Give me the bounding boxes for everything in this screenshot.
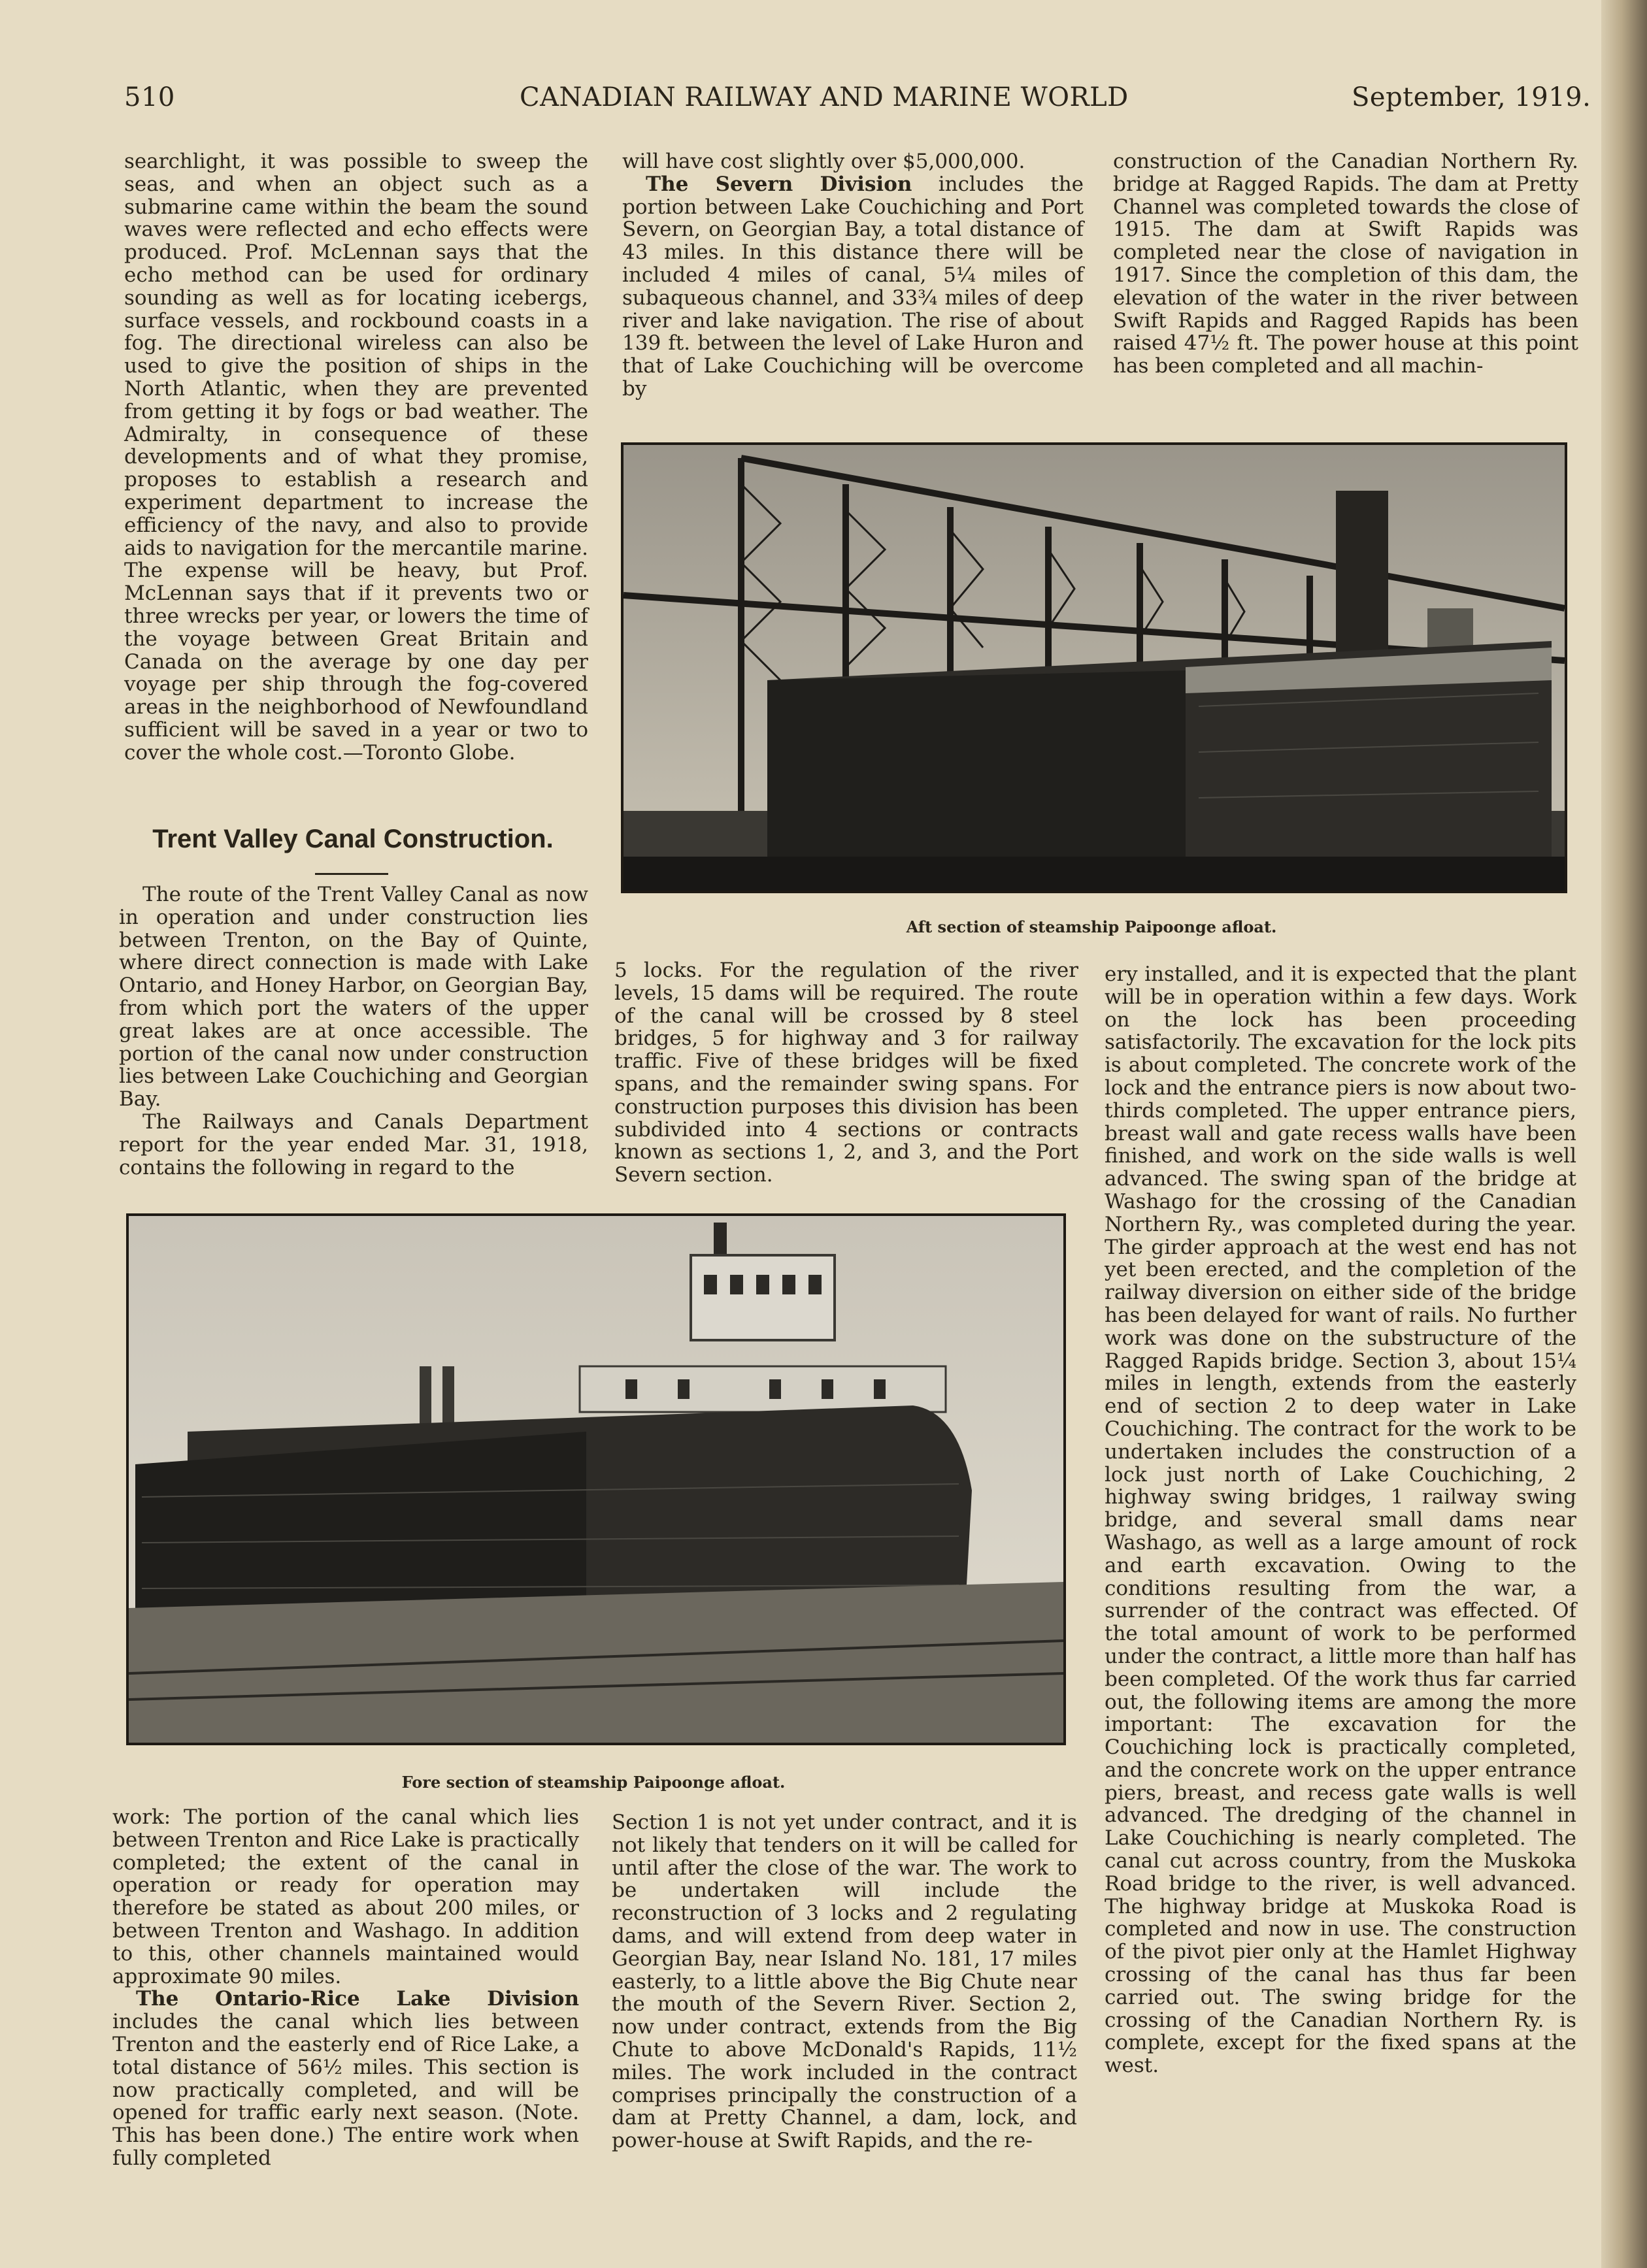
paragraph: The route of the Trent Valley Canal as now in operation and under construction lies between Trenton, on the Bay of Quinte, where direct connection is made with Lake Ontario, and Honey Harbor, on Georgian Bay, from which port the waters of the upper great lakes are at once accessible. The portion of the canal now under construction lies between Lake Couchiching and Georgian Bay. <box>119 883 588 1111</box>
photo-fore-section <box>126 1213 1066 1745</box>
photo-aft-section <box>621 442 1567 893</box>
paragraph: work: The portion of the canal which lies between Trenton and Rice Lake is practically completed; the extent of the canal in operation or ready for operation may therefore be stated as about 200 miles, or between Trenton and Washago. In addition to this, other channels maintained would approximate 90 miles. <box>112 1805 579 1988</box>
page-number: 510 <box>124 82 175 112</box>
section-lead: The Severn Division <box>646 172 912 196</box>
section-text: includes the portion between Lake Couchiching and Port Severn, on Georgian Bay, a total distance of 43 miles. In this distance there will be included 4 miles of canal, 5¼ miles of subaqueous channel, and 33¾ miles of deep river and lake navigation. The rise of about 139 ft. between the level of Lake Huron and that of Lake Couchiching will be overcome by <box>622 172 1084 401</box>
fore-section-photo <box>129 1216 1063 1743</box>
section-lead: The Ontario-Rice Lake Division <box>136 1987 579 2011</box>
paragraph: searchlight, it was possible to sweep the seas, and when an object such as a submarine came within the beam the sound waves were reflected and echo effects were produced. Prof. McLennan says that the echo method can be used for ordinary sounding as well as for locating icebergs, surface vessels, and rockbound coasts in a fog. The directional wireless can also be used to give the position of ships in the North Atlantic, when they are prevented from getting it by fogs or bad weather. The Admiralty, in consequence of these developments and of what they promise, proposes to establish a research and experiment department to increase the efficiency of the navy, and also to provide aids to navigation for the mercantile marine. The expense will be heavy, but Prof. McLennan says that if it prevents two or three wrecks per year, or lowers the time of the voyage between Great Britain and Canada on the average by one day per voyage per ship through the fog-covered areas in the neighborhood of Newfoundland sufficient will be saved in a year or two to cover the whole cost.—Toronto Globe. <box>124 150 588 764</box>
caption-fore-section: Fore section of steamship Paipoonge afloat. <box>401 1773 786 1792</box>
caption-aft-section: Aft section of steamship Paipoonge afloat. <box>906 917 1277 936</box>
paragraph: The Railways and Canals Department report for the year ended Mar. 31, 1918, contains the following in regard to the <box>119 1109 588 1179</box>
column-2-middle <box>614 959 1078 1187</box>
column-2-top <box>622 150 1084 401</box>
issue-date: September, 1919. <box>1352 82 1591 112</box>
column-1-middle <box>119 883 588 1179</box>
paragraph: will have cost slightly over $5,000,000. <box>622 150 1025 173</box>
heading-rule <box>315 873 388 875</box>
paragraph <box>112 1988 579 2169</box>
paragraph: 5 locks. For the regulation of the river levels, 15 dams will be required. The route of the canal will be crossed by 8 steel bridges, 5 for highway and 3 for railway traffic. Five of these bridges will be fixed spans, and the remainder swing spans. For construction purposes this division has been subdivided into 4 sections or contracts known as sections 1, 2, and 3, and the Port Severn section. <box>614 959 1078 1187</box>
column-1-top <box>124 150 588 764</box>
paragraph: ery installed, and it is expected that the plant will be in operation within a few days. Work on the lock has been proceeding satisfactorily. The excavation for the lock pits is about completed. The concrete work of the lock and the entrance piers is now about two-thirds completed. The upper entrance piers, breast wall and gate recess walls have been finished, and work on the side walls is well advanced. The swing span of the bridge at Washago for the crossing of the Canadian Northern Ry., was completed during the year. The girder approach at the west end has not yet been erected, and the completion of the railway diversion on either side of the bridge has been delayed for want of rails. No further work was done on the substructure of the Ragged Rapids bridge. Section 3, about 15¼ miles in length, extends from the easterly end of section 2 to deep water in Lake Couchiching. The contract for the work to be undertaken includes the construction of a lock just north of Lake Couchiching, 2 highway swing bridges, 1 railway swing bridge, and several small dams near Washago, as well as a large amount of rock and earth excavation. Owing to the conditions resulting from the war, a surrender of the contract was effected. Of the total amount of work to be performed under the contract, a little more than half has been completed. Of the work thus far carried out, the following items are among the more important: The excavation for the Couchiching lock is practically completed, and the concrete work on the upper entrance piers, breast, and recess gate walls is well advanced. The dredging of the channel in Lake Couchiching is nearly completed. The canal cut across country, from the Muskoka Road bridge to the river, is well advanced. The highway bridge at Muskoka Road is completed and now in use. The construction of the pivot pier only at the Hamlet Highway crossing of the canal has thus far been carried out. The swing bridge for the crossing of the Canadian Northern Ry. is complete, except for the fixed spans at the west. <box>1105 962 1576 2078</box>
column-2-bottom <box>612 1811 1077 2152</box>
publication-title: CANADIAN RAILWAY AND MARINE WORLD <box>520 82 1129 112</box>
aft-section-photo <box>624 445 1565 891</box>
page-edge-shadow <box>1601 0 1647 2268</box>
paragraph: construction of the Canadian Northern Ry. bridge at Ragged Rapids. The dam at Pretty Channel was completed towards the close of 1915. The dam at Swift Rapids was completed near the close of navigation in 1917. Since the completion of this dam, the elevation of the water in the river between Swift Rapids and Ragged Rapids has been raised 47½ ft. The power house at this point has been completed and all machin- <box>1113 150 1578 378</box>
column-3-bottom <box>1105 963 1576 2077</box>
paragraph: Section 1 is not yet under contract, and it is not likely that tenders on it will be called for until after the close of the war. The work to be undertaken will include the reconstruction of 3 locks and 2 regulating dams, and will extend from deep water in Georgian Bay, near Island No. 181, 17 miles easterly, to a little above the Big Chute near the mouth of the Severn River. Section 2, now under contract, extends from the Big Chute to above McDonald's Rapids, 11½ miles. The work included in the contract comprises principally the construction of a dam at Pretty Channel, a dam, lock, and power-house at Swift Rapids, and the re- <box>612 1811 1077 2153</box>
column-1-bottom <box>112 1806 579 2170</box>
section-text: includes the canal which lies between Trenton and the easterly end of Rice Lake, a total distance of 56½ miles. This section is now practically completed, and will be opened for traffic early next season. (Note. This has been done.) The entire work when fully completed <box>112 2010 579 2170</box>
article-heading: Trent Valley Canal Construction. <box>152 825 554 853</box>
column-3-top <box>1113 150 1578 378</box>
paragraph <box>622 173 1084 401</box>
